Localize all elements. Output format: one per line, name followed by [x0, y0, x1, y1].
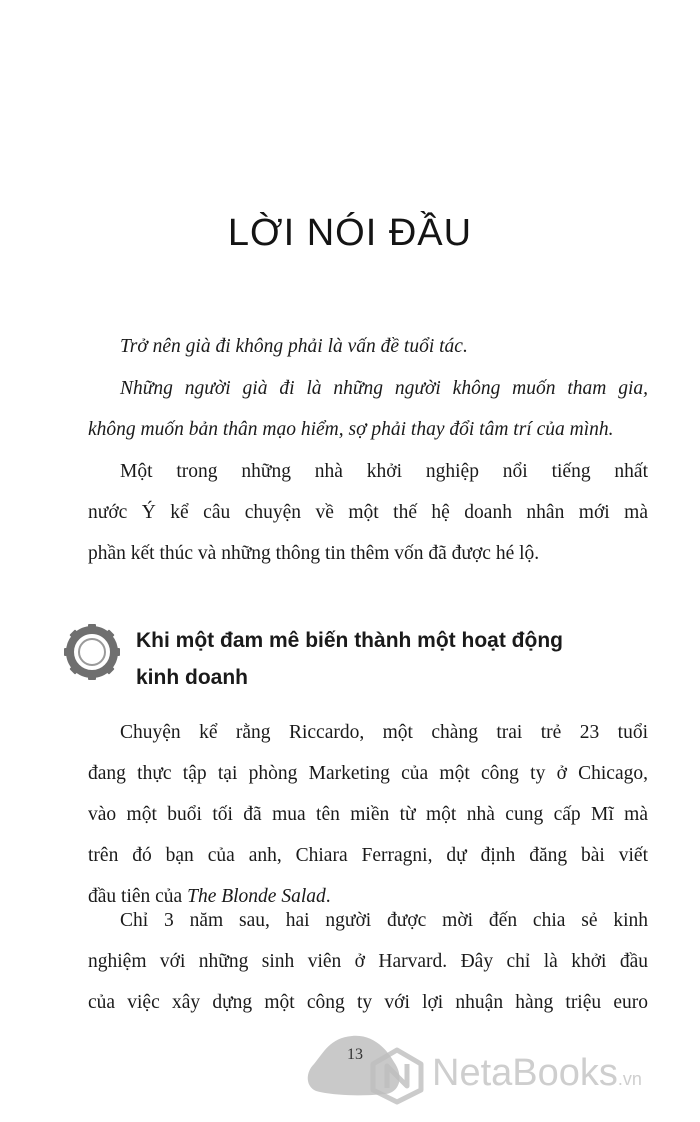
body-line: Chuyện kể rằng Riccardo, một chàng trai trẻ 23 tuổi: [120, 722, 648, 743]
intro-italic-paragraph-2: [88, 368, 648, 450]
body-line: phần kết thúc và những thông tin thêm vốn đã được hé lộ.: [88, 543, 540, 564]
section-body-paragraph-1: [88, 712, 648, 917]
watermark-text: [432, 1052, 642, 1095]
section-body-paragraph-2: [88, 900, 648, 1023]
watermark-brand: NetaBooks: [432, 1052, 618, 1094]
netabooks-logo-icon: [368, 1046, 426, 1106]
body-text: đầu tiên của: [88, 886, 188, 907]
book-title: The Blonde Salad: [187, 886, 326, 907]
intro-italic-line: Trở nên già đi không phải là vấn đề tuổi tác.: [120, 336, 468, 357]
watermark-suffix: .vn: [617, 1069, 642, 1089]
body-line: Một trong những nhà khởi nghiệp nổi tiếng nhất: [120, 461, 648, 482]
intro-italic-line: Những người già đi là những người không muốn tham gia,: [120, 378, 648, 399]
intro-italic-paragraph-1: [88, 326, 648, 367]
body-line: trên đó bạn của anh, Chiara Ferragni, dự định đăng bài viết: [88, 845, 648, 866]
watermark: [368, 1046, 700, 1106]
body-line: nước Ý kể câu chuyện về một thế hệ doanh nhân mới mà: [88, 502, 648, 523]
body-line: vào một buổi tối đã mua tên miền từ một nhà cung cấp Mĩ mà: [88, 804, 648, 825]
section-heading-line: kinh doanh: [136, 666, 248, 689]
intro-italic-line: không muốn bản thân mạo hiểm, sợ phải thay đổi tâm trí của mình.: [88, 419, 614, 440]
page-number: 13: [347, 1046, 363, 1063]
section-heading-line: Khi một đam mê biến thành một hoạt động: [136, 629, 563, 652]
section-heading-text: [136, 622, 656, 696]
intro-body-paragraph: [88, 451, 648, 574]
page-title: LỜI NÓI ĐẦU: [227, 212, 473, 254]
body-line: nghiệm với những sinh viên ở Harvard. Đây chỉ là khởi đầu: [88, 951, 648, 972]
body-line: đang thực tập tại phòng Marketing của một công ty ở Chicago,: [88, 763, 648, 784]
body-line: Chỉ 3 năm sau, hai người được mời đến chia sẻ kinh: [120, 910, 648, 931]
body-line: của việc xây dựng một công ty với lợi nhuận hàng triệu euro: [88, 992, 648, 1013]
gear-icon: [64, 624, 120, 680]
body-text: .: [325, 886, 331, 907]
